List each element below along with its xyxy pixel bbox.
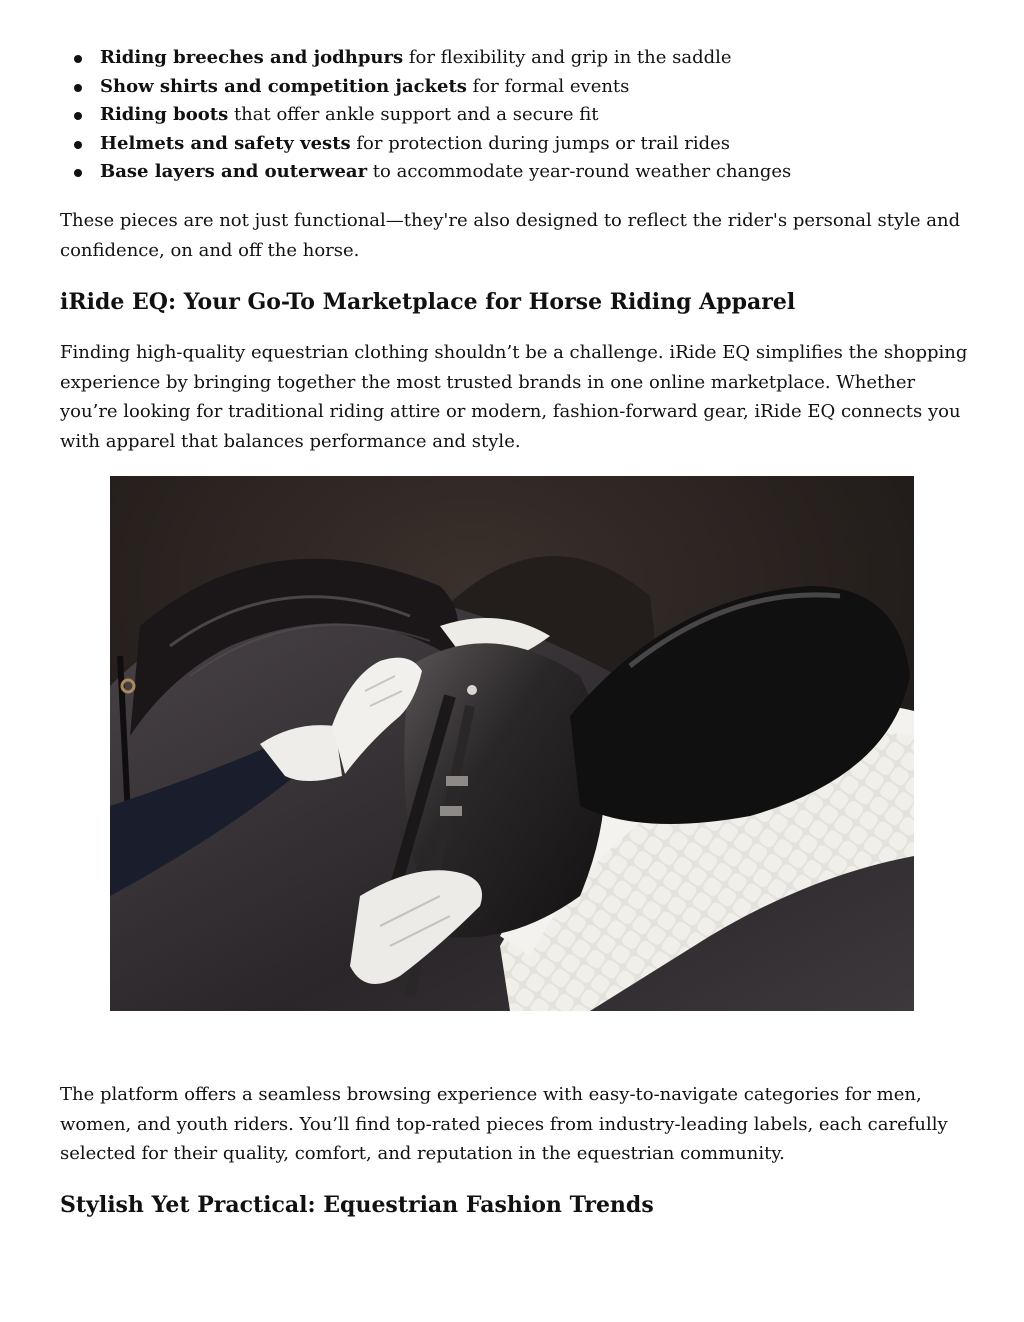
list-item-text: to accommodate year-round weather changes — [367, 161, 792, 182]
list-item — [60, 101, 980, 130]
list-item — [60, 44, 980, 73]
list-item-bold: Base layers and outerwear — [100, 161, 368, 182]
list-item-bold: Helmets and safety vests — [100, 132, 351, 154]
apparel-bullet-list — [60, 44, 980, 187]
list-item-bold: Show shirts and competition jackets — [100, 75, 467, 97]
list-item — [60, 130, 980, 159]
heading-marketplace: iRide EQ: Your Go-To Marketplace for Horse Riding Apparel — [60, 289, 796, 315]
paragraph-platform: The platform offers a seamless browsing experience with easy-to-navigate categories for men, women, and youth riders. You’ll find top-rated pieces from industry-leading labels, each carefully selected for their quality, comfort, and reputation in the equestrian community. — [60, 1084, 948, 1164]
list-item — [60, 73, 980, 102]
paragraph-style-confidence: These pieces are not just functional—they're also designed to reflect the rider's personal style and confidence, on and off the horse. — [60, 210, 961, 261]
list-item — [60, 158, 980, 187]
list-item-bold: Riding breeches and jodhpurs — [100, 47, 404, 68]
heading-fashion-trends: Stylish Yet Practical: Equestrian Fashion Trends — [60, 1192, 654, 1218]
list-item-text: for flexibility and grip in the saddle — [403, 47, 732, 68]
list-item-text: for protection during jumps or trail rides — [350, 132, 731, 154]
saddle-photo — [110, 476, 914, 1011]
list-item-bold: Riding boots — [100, 104, 229, 125]
list-item-text: that offer ankle support and a secure fit — [228, 104, 599, 125]
list-item-text: for formal events — [466, 75, 630, 97]
paragraph-marketplace: Finding high-quality equestrian clothing shouldn’t be a challenge. iRide EQ simplifies the shopping experience by bringing together the most trusted brands in one online marketplace. Whether you’re looking for traditional riding attire or modern, fashion-forward gear, iRide EQ connects you with apparel that balances performance and style. — [60, 342, 968, 452]
